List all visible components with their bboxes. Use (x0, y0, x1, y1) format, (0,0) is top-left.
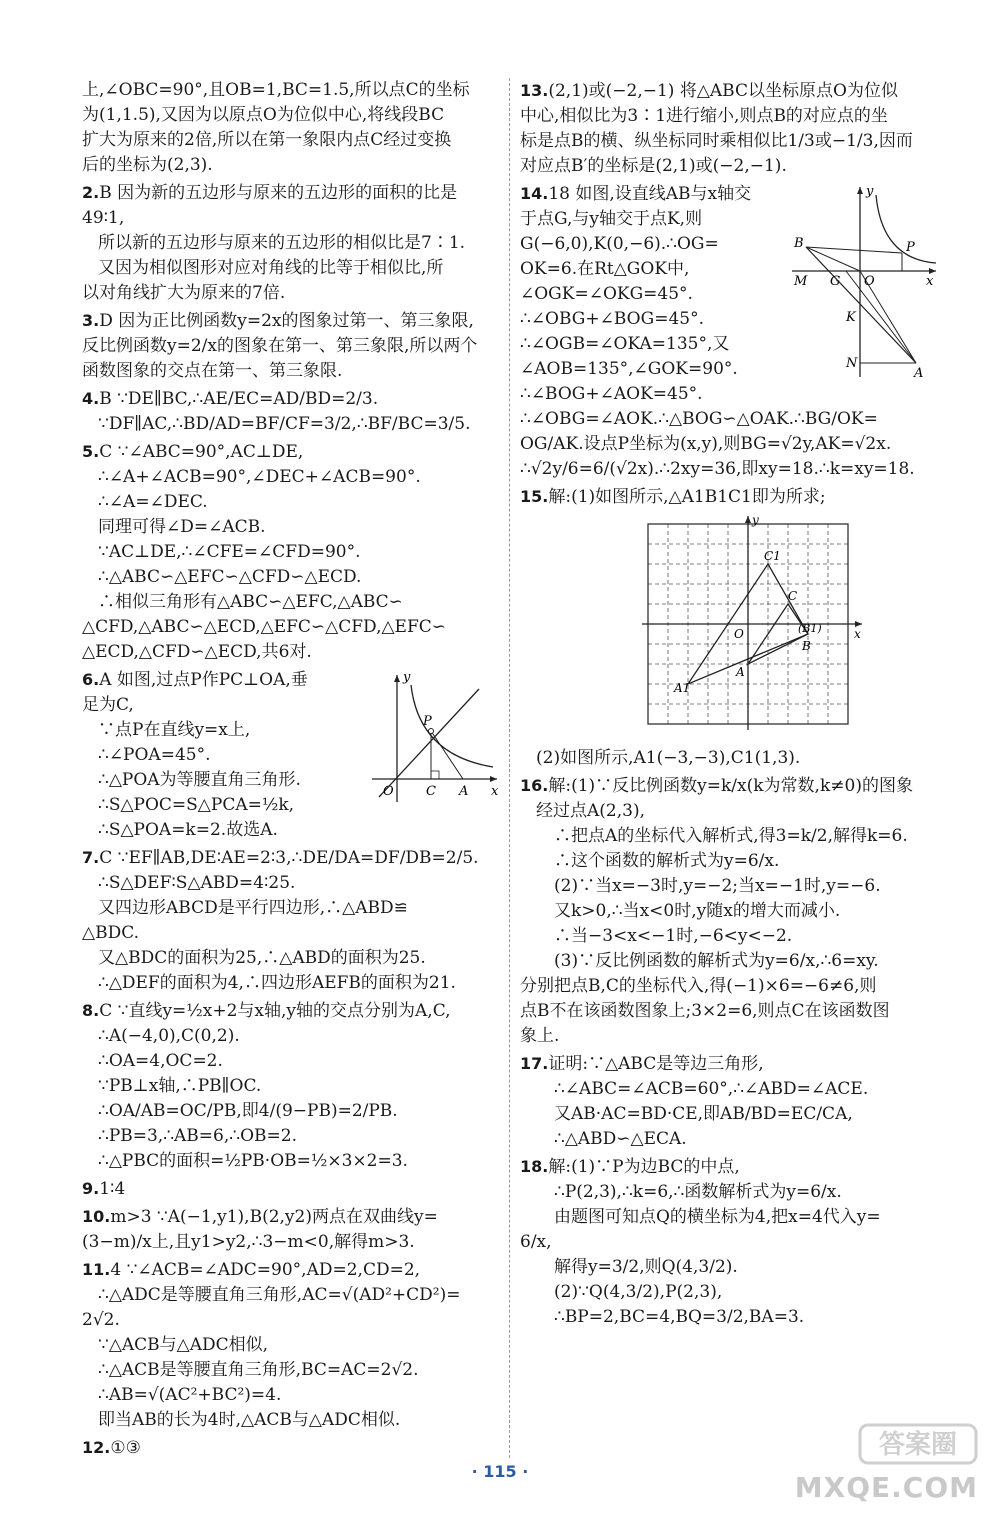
answer-item (82, 667, 502, 843)
answer-line (520, 307, 790, 332)
answer-text: 以对角线扩大为原来的7倍. (82, 283, 286, 303)
fig14-label: P (906, 240, 915, 255)
answer-line (82, 565, 502, 590)
answer-line (520, 874, 940, 899)
answer-line (520, 746, 940, 771)
answer-text: 所以新的五边形与原来的五边形的相似比是7∶1. (98, 233, 466, 253)
fig15-label: (B1) (798, 622, 822, 635)
answer-line (520, 407, 940, 432)
answer-line (82, 693, 367, 718)
answer-text: ∴A(−4,0),C(0,2). (98, 1026, 240, 1046)
answer-line (82, 946, 502, 971)
figure-q15-grid (638, 514, 868, 732)
answer-line (520, 1280, 940, 1305)
answer-line (82, 359, 502, 384)
answer-text: 由题图可知点Q的横坐标为4,把x=4代入y= (554, 1207, 881, 1227)
answer-item (520, 1051, 940, 1152)
answer-text: ∵△ACB与△ADC相似, (98, 1335, 269, 1355)
answer-item (82, 386, 502, 437)
answer-line (82, 439, 502, 465)
answer-line (82, 1099, 502, 1124)
fig14-label: G (830, 274, 841, 289)
left-column (82, 78, 502, 1463)
answer-text: ∴∠OBG+∠BOG=45°. (520, 309, 704, 329)
item-number: 14. (520, 184, 549, 203)
fig15-label: O (734, 627, 744, 641)
answer-line (520, 974, 940, 999)
answer-line (82, 793, 367, 818)
answer-line (82, 1358, 502, 1383)
answer-text: △ECD,△CFD∽△ECD,共6对. (82, 642, 312, 662)
answer-line (520, 181, 790, 207)
fig15-label: y (752, 514, 759, 527)
answer-text: m>3 ∵A(−1,y1),B(2,y2)两点在双曲线y= (110, 1207, 438, 1227)
answer-line (520, 282, 790, 307)
answer-text: ∴√2y/6=6/(√2x).∴2xy=36,即xy=18.∴k=xy=18. (520, 459, 915, 479)
answer-text: ∴把点A的坐标代入解析式,得3=k/2,解得k=6. (554, 826, 908, 846)
answer-line (520, 799, 940, 824)
answer-text: 解得y=3/2,则Q(4,3/2). (554, 1257, 738, 1277)
answer-text: 18 如图,设直线AB与x轴交 (548, 184, 752, 204)
answer-line (82, 871, 502, 896)
answer-text: (2)∵当x=−3时,y=−2;当x=−1时,y=−6. (554, 876, 881, 896)
answer-line (520, 1205, 940, 1230)
page-number: · 115 · (471, 1462, 529, 1481)
answer-line (82, 845, 502, 871)
answer-line (520, 1154, 940, 1180)
answer-line (520, 1230, 940, 1255)
answer-text: (2)如图所示,A1(−3,−3),C1(1,3). (536, 748, 801, 768)
answer-line (520, 1024, 940, 1049)
answer-text: ∴∠POA=45°. (98, 745, 211, 765)
answer-line (520, 357, 790, 382)
item-number: 8. (82, 1001, 100, 1020)
item-number: 10. (82, 1207, 111, 1226)
item-number: 16. (520, 776, 549, 795)
answer-line (520, 1102, 940, 1127)
fig15-label: A (736, 665, 745, 679)
answer-text: 扩大为原来的2倍,所以在第一象限内点C经过变换 (82, 130, 452, 150)
answer-line (82, 78, 502, 103)
answer-text: △CFD,△ABC∽△ECD,△EFC∽△CFD,△EFC∽ (82, 617, 446, 637)
fig15-label: B (802, 639, 811, 653)
item-number: 9. (82, 1179, 100, 1198)
item-number: 13. (520, 81, 549, 100)
answer-line (520, 1077, 940, 1102)
watermark (795, 1421, 978, 1504)
answer-text: 解:(1)∵P为边BC的中点, (548, 1157, 740, 1177)
answer-line (520, 382, 940, 407)
answer-text: ∵AC⊥DE,∴∠CFE=∠CFD=90°. (98, 542, 361, 562)
answer-text: 解:(1)∵反比例函数y=k/x(k为常数,k≠0)的图象 (548, 776, 913, 796)
answer-line (520, 899, 940, 924)
answer-line (520, 1051, 940, 1077)
answer-text: 又四边形ABCD是平行四边形,∴△ABD≌ (98, 898, 408, 918)
answer-line (82, 768, 367, 793)
answer-text: 上,∠OBC=90°,且OB=1,BC=1.5,所以点C的坐标 (82, 80, 470, 100)
answer-text: ∴∠OGB=∠OKA=135°,又 (520, 334, 730, 354)
answer-line (82, 971, 502, 996)
watermark-badge-text: 答案圈 (878, 1430, 958, 1460)
answer-text: ∴△ACB是等腰直角三角形,BC=AC=2√2. (98, 1360, 419, 1380)
answer-line (82, 153, 502, 178)
answer-line (82, 256, 502, 281)
answer-text: 于点G,与y轴交于点K,则 (520, 209, 703, 229)
answer-text: ∴S△POC=S△PCA=½k, (98, 795, 295, 815)
item-number: 12. (82, 1438, 111, 1457)
answer-text: 为(1,1.5),又因为以原点O为位似中心,将线段BC (82, 105, 445, 125)
fig15-label: A1 (674, 681, 691, 695)
fig6-label: y (403, 670, 411, 685)
answer-item (82, 998, 502, 1174)
answer-text: ∴∠ABC=∠ACB=60°,∴∠ABD=∠ACE. (554, 1079, 869, 1099)
answer-line (82, 743, 367, 768)
answer-line (520, 457, 940, 482)
answer-text: B ∵DE∥BC,∴AE/EC=AD/BD=2/3. (99, 389, 379, 409)
answer-text: 2√2. (82, 1310, 120, 1330)
answer-text: OK=6.在Rt△GOK中, (520, 259, 690, 279)
answer-line (82, 818, 502, 843)
answer-text: 中心,相似比为3∶1进行缩小,则点B的对应点的坐 (520, 106, 888, 126)
answer-text: C ∵∠ABC=90°,AC⊥DE, (99, 442, 304, 462)
fig14-label: A (914, 366, 924, 381)
fig6-label: C (426, 784, 436, 799)
answer-line (82, 1049, 502, 1074)
answer-item (520, 78, 940, 179)
answer-text: 反比例函数y=2/x的图象在第一、第三象限,所以两个 (82, 336, 478, 356)
answer-text: ∴AB=√(AC²+BC²)=4. (98, 1385, 282, 1405)
answer-text: 函数图象的交点在第一、第三象限. (82, 361, 343, 381)
watermark-badge (858, 1421, 978, 1467)
item-number: 5. (82, 442, 100, 461)
item-number: 7. (82, 848, 100, 867)
answer-line (520, 1255, 940, 1280)
answer-text: ∴△PBC的面积=½PB·OB=½×3×2=3. (98, 1151, 408, 1171)
answer-line (82, 1333, 502, 1358)
answer-text: ∴△ABD∽△ECA. (554, 1129, 687, 1149)
answer-text: ∴S△DEF∶S△ABD=4∶25. (98, 873, 296, 893)
answer-line (82, 180, 502, 206)
item-number: 3. (82, 311, 100, 330)
answer-text: ∴△POA为等腰直角三角形. (98, 770, 301, 790)
answer-item (82, 180, 502, 306)
answer-item (82, 78, 502, 178)
answer-text: ∠AOB=135°,∠GOK=90°. (520, 359, 738, 379)
answer-text: 又AB·AC=BD·CE,即AB/BD=EC/CA, (554, 1104, 853, 1124)
fig15-label: C1 (764, 549, 781, 563)
fig14-label: B (794, 236, 804, 251)
answer-text: 1∶4 (99, 1179, 126, 1199)
figure-q6 (367, 667, 502, 807)
answer-line (82, 308, 502, 334)
answer-text: ①③ (110, 1438, 141, 1458)
answer-item (520, 773, 940, 1049)
answer-line (82, 103, 502, 128)
fig14-label: K (846, 310, 856, 325)
answer-text: 4 ∵∠ACB=∠ADC=90°,AD=2,CD=2, (110, 1260, 421, 1280)
answer-text: 足为C, (82, 695, 134, 715)
answer-item (82, 845, 502, 996)
answer-line (82, 998, 502, 1024)
answer-item (82, 1257, 502, 1433)
answer-line (82, 334, 502, 359)
fig6-label: A (459, 784, 469, 799)
answer-text: ∴△ABC∽△EFC∽△CFD∽△ECD. (98, 567, 362, 587)
item-number: 2. (82, 183, 100, 202)
answer-line (82, 281, 502, 306)
answer-line (520, 207, 790, 232)
item-number: 17. (520, 1054, 549, 1073)
answer-text: ∴当−3<x<−1时,−6<y<−2. (554, 926, 793, 946)
answer-line (520, 78, 940, 104)
answer-text: ∴∠BOG+∠AOK=45°. (520, 384, 703, 404)
answer-text: B 因为新的五边形与原来的五边形的面积的比是 (99, 183, 458, 203)
answer-text: ∴OA=4,OC=2. (98, 1051, 223, 1071)
watermark-url: MXQE.COM (794, 1471, 978, 1504)
item-number: 6. (82, 670, 100, 689)
answer-text: ∴P(2,3),∴k=6,∴函数解析式为y=6/x. (554, 1182, 842, 1202)
answer-text: ∵PB⊥x轴,∴PB∥OC. (98, 1076, 262, 1096)
answer-text: C ∵直线y=½x+2与x轴,y轴的交点分别为A,C, (99, 1001, 451, 1021)
answer-item (82, 439, 502, 665)
answer-text: ∵点P在直线y=x上, (98, 720, 251, 740)
answer-text: 点B不在该函数图象上;3×2=6,则点C在该函数图 (520, 1001, 890, 1021)
fig14-label: M (794, 274, 808, 289)
fig15-label: x (854, 627, 861, 641)
answer-text: (3−m)/x上,且y1>y2,∴3−m<0,解得m>3. (82, 1232, 415, 1252)
answer-text: ∴△ADC是等腰直角三角形,AC=√(AD²+CD²)= (98, 1285, 461, 1305)
answer-text: ∴PB=3,∴AB=6,∴OB=2. (98, 1126, 297, 1146)
answer-text: G(−6,0),K(0,−6).∴OG= (520, 234, 719, 254)
fig14-label: x (926, 274, 934, 289)
answer-line (520, 432, 940, 457)
answer-text: (2,1)或(−2,−1) 将△ABC以坐标原点O为位似 (548, 81, 898, 101)
answer-item (520, 1154, 940, 1330)
answer-text: 6/x, (520, 1232, 552, 1252)
answer-text: ∴△DEF的面积为4,∴四边形AEFB的面积为21. (98, 973, 456, 993)
answer-line (82, 1383, 502, 1408)
fig6-label: x (491, 784, 499, 799)
answer-line (520, 849, 940, 874)
answer-line (520, 257, 790, 282)
answer-line (520, 332, 790, 357)
answer-text: ∵DF∥AC,∴BD/AD=BF/CF=3/2,∴BF/BC=3/5. (98, 414, 471, 434)
answer-text: (3)∵反比例函数的解析式为y=6/x,∴6=xy. (554, 951, 879, 971)
answer-line (520, 924, 940, 949)
item-number: 18. (520, 1157, 549, 1176)
answer-line (82, 1257, 502, 1283)
answer-text: 后的坐标为(2,3). (82, 155, 213, 175)
answer-line (520, 154, 940, 179)
answer-text: 49∶1, (82, 208, 125, 228)
answer-line (82, 231, 502, 256)
answer-text: ∴这个函数的解析式为y=6/x. (554, 851, 780, 871)
answer-text: 又△BDC的面积为25,∴△ABD的面积为25. (98, 948, 426, 968)
answer-line (82, 490, 502, 515)
answer-line (82, 1074, 502, 1099)
fig14-label: O (864, 274, 875, 289)
answer-text: ∴相似三角形有△ABC∽△EFC,△ABC∽ (98, 592, 403, 612)
answer-line (520, 129, 940, 154)
answer-line (520, 1305, 940, 1330)
answer-line (82, 540, 502, 565)
fig15-label: C (788, 589, 798, 603)
answer-item (82, 1204, 502, 1255)
answer-line (82, 640, 502, 665)
answer-text: ∴∠A+∠ACB=90°,∠DEC+∠ACB=90°. (98, 467, 421, 487)
answer-line (82, 590, 502, 615)
answer-text: △BDC. (82, 923, 140, 943)
answer-line (520, 773, 940, 799)
answer-item (82, 1435, 502, 1461)
answer-text: 象上. (520, 1026, 560, 1046)
answer-line (82, 1283, 502, 1308)
answer-line (520, 484, 940, 510)
item-number: 4. (82, 389, 100, 408)
answer-line (82, 1024, 502, 1049)
answer-line (82, 1204, 502, 1230)
answer-line (82, 1435, 502, 1461)
fig14-label: N (846, 356, 858, 371)
answer-item (82, 1176, 502, 1202)
answer-text: ∴∠A=∠DEC. (98, 492, 208, 512)
column-divider (509, 78, 510, 1458)
figure-q14 (790, 181, 940, 381)
answer-line (520, 824, 940, 849)
answer-text: 标是点B的横、纵坐标同时乘相似比1/3或−1/3,因而 (520, 131, 913, 151)
answer-text: ∴BP=2,BC=4,BQ=3/2,BA=3. (554, 1307, 805, 1327)
answer-line (82, 386, 502, 412)
answer-line (520, 1180, 940, 1205)
answer-text: ∴∠OBG=∠AOK.∴△BOG∽△OAK.∴BG/OK= (520, 409, 878, 429)
answer-line (520, 949, 940, 974)
answer-text: ∴OA/AB=OC/PB,即4/(9−PB)=2/PB. (98, 1101, 398, 1121)
answer-text: 证明:∵△ABC是等边三角形, (548, 1054, 764, 1074)
answer-line (82, 896, 502, 921)
answer-line (520, 999, 940, 1024)
answer-line (82, 465, 502, 490)
item-number: 11. (82, 1260, 111, 1279)
answer-text: (2)∵Q(4,3/2),P(2,3), (554, 1282, 723, 1302)
answer-text: ∠OGK=∠OKG=45°. (520, 284, 693, 304)
answer-text: A 如图,过点P作PC⊥OA,垂 (99, 670, 308, 690)
answer-line (82, 1308, 502, 1333)
fig6-label: P (423, 714, 432, 729)
answer-line (82, 1124, 502, 1149)
answer-item (82, 308, 502, 384)
answer-text: 对应点B′的坐标是(2,1)或(−2,−1). (520, 156, 787, 176)
answer-line (82, 1149, 502, 1174)
answer-line (82, 615, 502, 640)
answer-line (82, 921, 502, 946)
item-number: 15. (520, 487, 549, 506)
answer-text: D 因为正比例函数y=2x的图象过第一、第三象限, (99, 311, 474, 331)
answer-text: OG/AK.设点P坐标为(x,y),则BG=√2y,AK=√2x. (520, 434, 892, 454)
answer-text: C ∵EF∥AB,DE∶AE=2∶3,∴DE/DA=DF/DB=2/5. (99, 848, 479, 868)
fig6-label: O (383, 784, 394, 799)
answer-text: 又因为相似图形对应对角线的比等于相似比,所 (98, 258, 444, 278)
answer-text: 解:(1)如图所示,△A1B1C1即为所求; (548, 487, 826, 507)
answer-text: ∴S△POA=k=2.故选A. (98, 820, 278, 840)
answer-line (520, 1127, 940, 1152)
answer-item (520, 181, 940, 482)
answer-text: 即当AB的长为4时,△ACB与△ADC相似. (98, 1410, 401, 1430)
answer-line (82, 1176, 502, 1202)
fig14-label: y (866, 184, 874, 199)
answer-line (82, 412, 502, 437)
answer-line (520, 232, 790, 257)
answer-item (520, 484, 940, 771)
answer-line (520, 104, 940, 129)
answer-text: 经过点A(2,3), (536, 801, 645, 821)
right-column (520, 78, 940, 1332)
answer-line (82, 1408, 502, 1433)
answer-line (82, 667, 367, 693)
answer-text: 分别把点B,C的坐标代入,得(−1)×6=−6≠6,则 (520, 976, 877, 996)
answer-text: 同理可得∠D=∠ACB. (98, 517, 266, 537)
answer-line (82, 206, 502, 231)
answer-line (82, 128, 502, 153)
answer-line (82, 1230, 502, 1255)
answer-line (82, 515, 502, 540)
answer-text: 又k>0,∴当x<0时,y随x的增大而减小. (554, 901, 841, 921)
answer-line (82, 718, 367, 743)
